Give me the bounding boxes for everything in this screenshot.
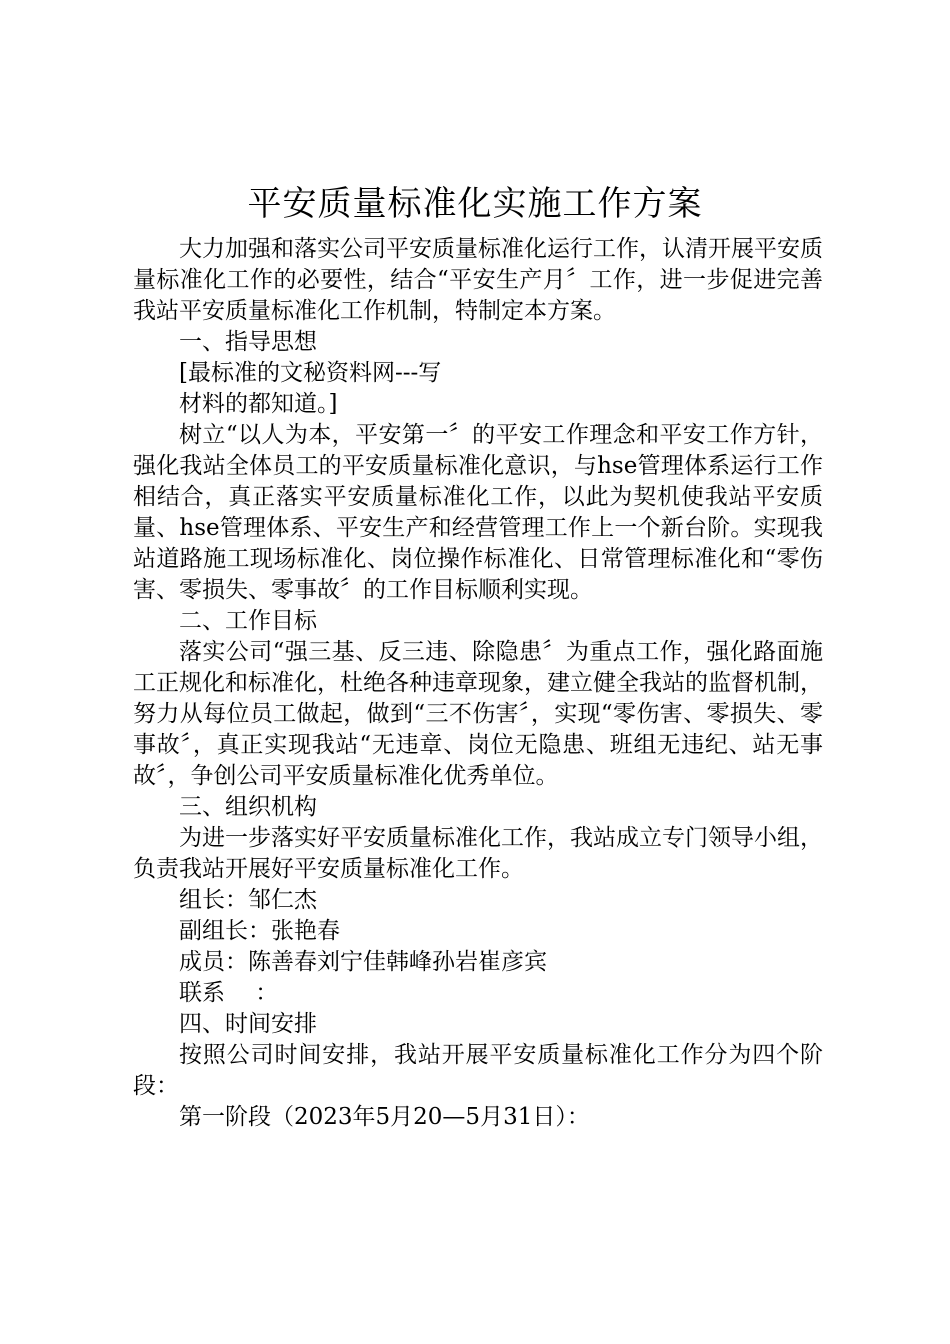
contact-line: 联系 ：: [179, 980, 279, 1006]
document-body: [133, 234, 823, 1133]
schedule-paragraph: 按照公司时间安排，我站开展平安质量标准化工作分为四个阶段：: [133, 1042, 823, 1099]
section-heading-guiding-thought: 一、指导思想: [179, 329, 317, 355]
team-leader-line: 组长：邹仁杰: [179, 887, 317, 913]
work-goals-paragraph: 落实公司“强三基、反三违、除隐患〞为重点工作，强化路面施工正规化和标准化，杜绝各种违章现象，建立健全我站的监督机制，努力从每位员工做起，做到“三不伤害〞，实现“零伤害、零损失、零事故〞，真正实现我站“无违章、岗位无隐患、班组无违纪、站无事故〞，争创公司平安质量标准化优秀单位。: [133, 639, 823, 789]
intro-paragraph: 大力加强和落实公司平安质量标准化运行工作，认清开展平安质量标准化工作的必要性，结合“平安生产月〞工作，进一步促进完善我站平安质量标准化工作机制，特制定本方案。: [133, 236, 823, 324]
section-heading-work-goals: 二、工作目标: [179, 608, 317, 634]
source-note-line-1: [最标准的文秘资料网---写: [179, 360, 442, 386]
section-heading-organization: 三、组织机构: [179, 794, 317, 820]
guiding-thought-paragraph: 树立“以人为本，平安第一〞的平安工作理念和平安工作方针，强化我站全体员工的平安质量标准化意识，与hse管理体系运行工作相结合，真正落实平安质量标准化工作，以此为契机使我站平安质量、hse管理体系、平安生产和经营管理工作上一个新台阶。实现我站道路施工现场标准化、岗位操作标准化、日常管理标准化和“零伤害、零损失、零事故〞的工作目标顺利实现。: [133, 422, 823, 603]
members-line: 成员：陈善春刘宁佳韩峰孙岩崔彦宾: [179, 949, 547, 975]
organization-paragraph: 为进一步落实好平安质量标准化工作，我站成立专门领导小组，负责我站开展好平安质量标准化工作。: [133, 825, 823, 882]
source-note-line-2: 材料的都知道。]: [179, 391, 338, 417]
phase-one-line: 第一阶段（2023年5月20—5月31日）：: [179, 1104, 590, 1130]
document-title: 平安质量标准化实施工作方案: [247, 184, 703, 224]
deputy-leader-line: 副组长：张艳春: [179, 918, 340, 944]
section-heading-schedule: 四、时间安排: [179, 1011, 317, 1037]
